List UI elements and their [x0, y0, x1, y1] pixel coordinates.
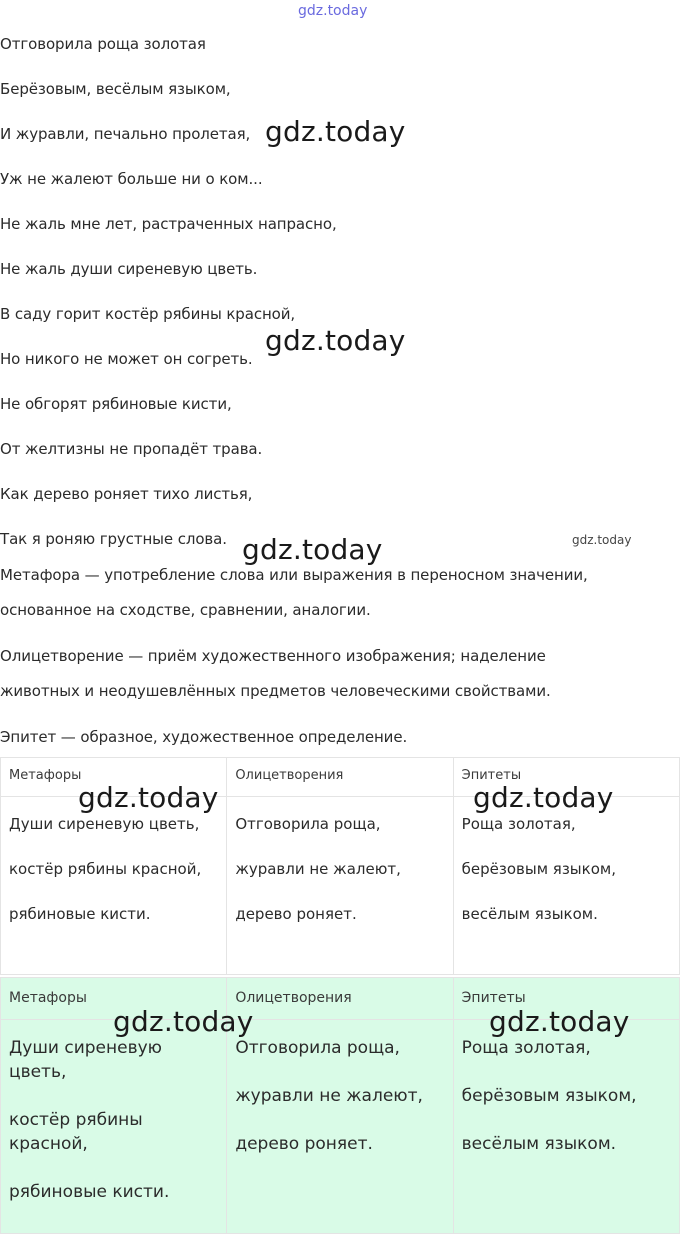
column-header-metaphors: Метафоры: [1, 978, 227, 1020]
table-row: [1, 1020, 680, 1234]
poem-line: Отговорила роща золотая: [0, 35, 206, 53]
poem-line: И журавли, печально пролетая,: [0, 125, 251, 143]
cell-text: Души сиреневую цветь,: [9, 815, 200, 833]
poem-line: От желтизны не пропадёт трава.: [0, 440, 263, 458]
watermark: gdz.today: [473, 781, 614, 814]
poem-line: Так я роняю грустные слова.: [0, 530, 227, 548]
cell-text: Роща золотая,: [461, 815, 576, 833]
cell-text: Роща золотая,: [461, 1038, 591, 1058]
definition-line: основанное на сходстве, сравнении, аналогии.: [0, 601, 371, 619]
watermark: gdz.today: [242, 533, 383, 566]
poem-line: Уж не жалеют больше ни о ком...: [0, 170, 263, 188]
watermark: gdz.today: [113, 1005, 254, 1038]
cell-text: берёзовым языком,: [461, 860, 616, 878]
watermark-top: gdz.today: [298, 3, 368, 19]
cell-text: Отговорила роща,: [235, 815, 381, 833]
poem-line: Не жаль мне лет, растраченных напрасно,: [0, 215, 337, 233]
personifications-cell: [227, 797, 453, 975]
metaphors-cell: [1, 1020, 227, 1234]
epithets-cell: [453, 1020, 679, 1234]
poem-line: Но никого не может он согреть.: [0, 350, 253, 368]
watermark-small: gdz.today: [572, 533, 632, 547]
epithets-cell: [453, 797, 679, 975]
definition-line: Эпитет — образное, художественное определение.: [0, 728, 408, 746]
column-header-epithets: Эпитеты: [453, 758, 679, 797]
cell-text: рябиновые кисти.: [9, 905, 151, 923]
definition-line: животных и неодушевлённых предметов человеческими свойствами.: [0, 682, 551, 700]
poem-line: Не обгорят рябиновые кисти,: [0, 395, 232, 413]
cell-text: Отговорила роща,: [235, 1038, 400, 1058]
cell-text: весёлым языком.: [461, 1134, 617, 1154]
poem-line: В саду горит костёр рябины красной,: [0, 305, 296, 323]
column-header-personifications: Олицетворения: [227, 978, 453, 1020]
column-header-epithets: Эпитеты: [453, 978, 679, 1020]
watermark: gdz.today: [265, 115, 406, 148]
cell-text: берёзовым языком,: [461, 1086, 637, 1106]
personifications-cell: [227, 1020, 453, 1234]
poem-line: Не жаль души сиреневую цветь.: [0, 260, 258, 278]
cell-text: костёр рябины красной,: [9, 860, 202, 878]
metaphors-cell: [1, 797, 227, 975]
column-header-metaphors: Метафоры: [1, 758, 227, 797]
cell-text: дерево роняет.: [235, 905, 357, 923]
poem-line: Как дерево роняет тихо листья,: [0, 485, 253, 503]
cell-text: журавли не жалеют,: [235, 1086, 423, 1106]
watermark: gdz.today: [78, 781, 219, 814]
cell-text: журавли не жалеют,: [235, 860, 401, 878]
table-row: [1, 797, 680, 975]
cell-text: костёр рябины красной,: [9, 1110, 143, 1154]
poem-line: Берёзовым, весёлым языком,: [0, 80, 231, 98]
cell-text: Души сиреневую цветь,: [9, 1038, 162, 1082]
definition-line: Олицетворение — приём художественного изображения; наделение: [0, 647, 546, 665]
definition-line: Метафора — употребление слова или выражения в переносном значении,: [0, 566, 588, 584]
watermark: gdz.today: [489, 1005, 630, 1038]
cell-text: весёлым языком.: [461, 905, 598, 923]
cell-text: рябиновые кисти.: [9, 1182, 170, 1202]
cell-text: дерево роняет.: [235, 1134, 373, 1154]
column-header-personifications: Олицетворения: [227, 758, 453, 797]
watermark: gdz.today: [265, 324, 406, 357]
